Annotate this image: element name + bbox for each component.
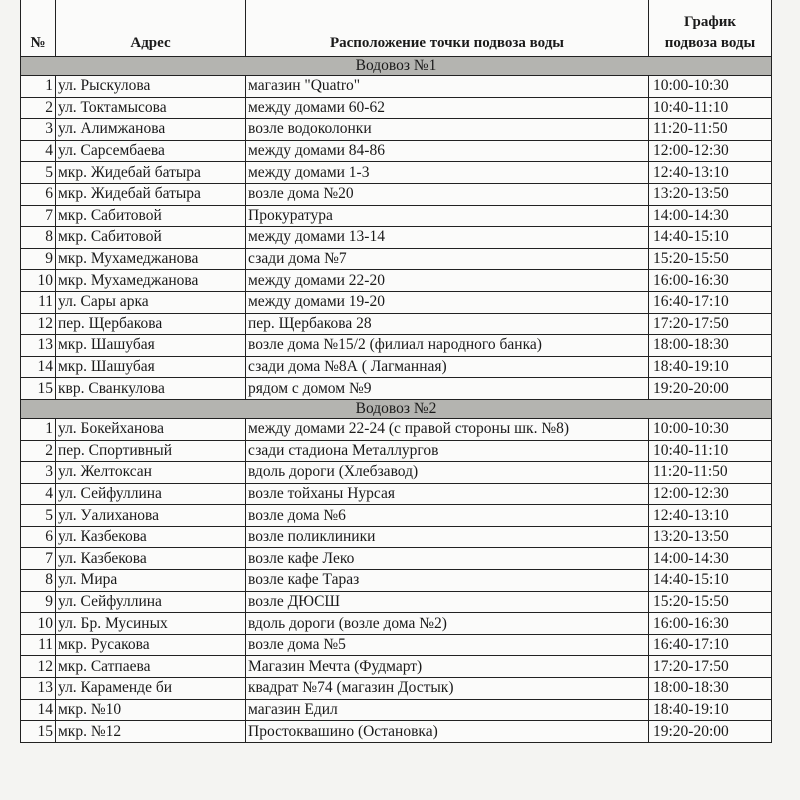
- row-number: 9: [21, 591, 56, 613]
- table-row: [21, 97, 772, 119]
- row-number: 12: [21, 656, 56, 678]
- row-number: 10: [21, 613, 56, 635]
- address-cell: ул. Уалиханова: [56, 505, 246, 527]
- address-cell: мкр. Русакова: [56, 634, 246, 656]
- table-row: [21, 119, 772, 141]
- table-row: [21, 183, 772, 205]
- address-cell: ул. Сейфуллина: [56, 483, 246, 505]
- location-cell: квадрат №74 (магазин Достык): [246, 678, 649, 700]
- address-cell: ул. Бокейханова: [56, 418, 246, 440]
- location-cell: возле поликлиники: [246, 526, 649, 548]
- row-number: 14: [21, 356, 56, 378]
- schedule-time-cell: 18:00-18:30: [649, 335, 772, 357]
- schedule-time-cell: 12:00-12:30: [649, 483, 772, 505]
- location-cell: между домами 22-20: [246, 270, 649, 292]
- row-number: 15: [21, 378, 56, 400]
- location-cell: Простоквашино (Остановка): [246, 721, 649, 743]
- table-row: [21, 505, 772, 527]
- location-cell: между домами 19-20: [246, 291, 649, 313]
- table-row: [21, 526, 772, 548]
- address-cell: ул. Сарсембаева: [56, 140, 246, 162]
- section-row: [21, 399, 772, 418]
- row-number: 7: [21, 548, 56, 570]
- row-number: 9: [21, 248, 56, 270]
- location-cell: вдоль дороги (возле дома №2): [246, 613, 649, 635]
- schedule-time-cell: 16:00-16:30: [649, 270, 772, 292]
- table-row: [21, 378, 772, 400]
- address-cell: мкр. №10: [56, 699, 246, 721]
- row-number: 2: [21, 440, 56, 462]
- schedule-time-cell: 19:20-20:00: [649, 721, 772, 743]
- schedule-time-cell: 14:00-14:30: [649, 548, 772, 570]
- address-cell: ул. Караменде би: [56, 678, 246, 700]
- address-cell: ул. Токтамысова: [56, 97, 246, 119]
- location-cell: магазин Едил: [246, 699, 649, 721]
- header-schedule: [649, 0, 772, 57]
- row-number: 12: [21, 313, 56, 335]
- schedule-time-cell: 10:00-10:30: [649, 76, 772, 98]
- schedule-time-cell: 13:20-13:50: [649, 526, 772, 548]
- table-row: [21, 140, 772, 162]
- table-row: [21, 591, 772, 613]
- row-number: 4: [21, 140, 56, 162]
- schedule-time-cell: 18:40-19:10: [649, 699, 772, 721]
- address-cell: квр. Сванкулова: [56, 378, 246, 400]
- table-row: [21, 162, 772, 184]
- address-cell: ул. Бр. Мусиных: [56, 613, 246, 635]
- header-schedule-line2: подвоза воды: [664, 35, 756, 51]
- table-row: [21, 313, 772, 335]
- location-cell: между домами 13-14: [246, 227, 649, 249]
- row-number: 11: [21, 634, 56, 656]
- location-cell: сзади дома №8А ( Лагманная): [246, 356, 649, 378]
- location-cell: между домами 84-86: [246, 140, 649, 162]
- section-title: Водовоз №1: [21, 57, 772, 76]
- schedule-time-cell: 16:00-16:30: [649, 613, 772, 635]
- table-row: [21, 418, 772, 440]
- schedule-time-cell: 17:20-17:50: [649, 313, 772, 335]
- location-cell: между домами 60-62: [246, 97, 649, 119]
- table-row: [21, 462, 772, 484]
- schedule-time-cell: 12:00-12:30: [649, 140, 772, 162]
- row-number: 3: [21, 119, 56, 141]
- table-row: [21, 335, 772, 357]
- address-cell: мкр. Шашубая: [56, 356, 246, 378]
- location-cell: между домами 22-24 (с правой стороны шк. №8): [246, 418, 649, 440]
- schedule-time-cell: 13:20-13:50: [649, 183, 772, 205]
- table-row: [21, 721, 772, 743]
- row-number: 6: [21, 526, 56, 548]
- table-row: [21, 205, 772, 227]
- header-address: Адрес: [56, 0, 246, 57]
- row-number: 10: [21, 270, 56, 292]
- location-cell: возле дома №6: [246, 505, 649, 527]
- address-cell: ул. Мира: [56, 570, 246, 592]
- row-number: 8: [21, 570, 56, 592]
- row-number: 13: [21, 335, 56, 357]
- address-cell: мкр. Сабитовой: [56, 205, 246, 227]
- row-number: 2: [21, 97, 56, 119]
- location-cell: возле ДЮСШ: [246, 591, 649, 613]
- location-cell: возле дома №5: [246, 634, 649, 656]
- address-cell: мкр. Жидебай батыра: [56, 183, 246, 205]
- table-row: [21, 656, 772, 678]
- row-number: 3: [21, 462, 56, 484]
- schedule-time-cell: 10:40-11:10: [649, 440, 772, 462]
- table-row: [21, 291, 772, 313]
- row-number: 5: [21, 505, 56, 527]
- section-title: Водовоз №2: [21, 399, 772, 418]
- row-number: 8: [21, 227, 56, 249]
- schedule-time-cell: 10:40-11:10: [649, 97, 772, 119]
- address-cell: пер. Щербакова: [56, 313, 246, 335]
- schedule-time-cell: 18:40-19:10: [649, 356, 772, 378]
- table-row: [21, 678, 772, 700]
- address-cell: ул. Сейфуллина: [56, 591, 246, 613]
- address-cell: мкр. Шашубая: [56, 335, 246, 357]
- row-number: 1: [21, 76, 56, 98]
- address-cell: ул. Алимжанова: [56, 119, 246, 141]
- schedule-time-cell: 15:20-15:50: [649, 248, 772, 270]
- table-row: [21, 227, 772, 249]
- address-cell: мкр. №12: [56, 721, 246, 743]
- water-delivery-schedule-table: [20, 0, 772, 743]
- address-cell: ул. Рыскулова: [56, 76, 246, 98]
- address-cell: ул. Казбекова: [56, 526, 246, 548]
- schedule-time-cell: 14:40-15:10: [649, 227, 772, 249]
- row-number: 1: [21, 418, 56, 440]
- schedule-time-cell: 14:00-14:30: [649, 205, 772, 227]
- schedule-time-cell: 12:40-13:10: [649, 505, 772, 527]
- table-row: [21, 570, 772, 592]
- schedule-time-cell: 15:20-15:50: [649, 591, 772, 613]
- location-cell: сзади дома №7: [246, 248, 649, 270]
- location-cell: рядом с домом №9: [246, 378, 649, 400]
- schedule-time-cell: 18:00-18:30: [649, 678, 772, 700]
- schedule-time-cell: 11:20-11:50: [649, 119, 772, 141]
- table-row: [21, 699, 772, 721]
- location-cell: магазин "Quatro": [246, 76, 649, 98]
- header-num: №: [21, 0, 56, 57]
- schedule-time-cell: 16:40-17:10: [649, 291, 772, 313]
- table-row: [21, 440, 772, 462]
- location-cell: возле дома №20: [246, 183, 649, 205]
- header-location: Расположение точки подвоза воды: [246, 0, 649, 57]
- schedule-time-cell: 10:00-10:30: [649, 418, 772, 440]
- schedule-time-cell: 17:20-17:50: [649, 656, 772, 678]
- address-cell: пер. Спортивный: [56, 440, 246, 462]
- address-cell: ул. Желтоксан: [56, 462, 246, 484]
- table-row: [21, 613, 772, 635]
- row-number: 15: [21, 721, 56, 743]
- section-row: [21, 57, 772, 76]
- address-cell: мкр. Мухамеджанова: [56, 270, 246, 292]
- location-cell: возле кафе Леко: [246, 548, 649, 570]
- location-cell: возле тойханы Нурсая: [246, 483, 649, 505]
- table-row: [21, 483, 772, 505]
- address-cell: мкр. Сабитовой: [56, 227, 246, 249]
- table-row: [21, 270, 772, 292]
- schedule-time-cell: 19:20-20:00: [649, 378, 772, 400]
- location-cell: Прокуратура: [246, 205, 649, 227]
- location-cell: вдоль дороги (Хлебзавод): [246, 462, 649, 484]
- location-cell: возле кафе Тараз: [246, 570, 649, 592]
- schedule-time-cell: 14:40-15:10: [649, 570, 772, 592]
- row-number: 14: [21, 699, 56, 721]
- address-cell: ул. Сары арка: [56, 291, 246, 313]
- address-cell: мкр. Жидебай батыра: [56, 162, 246, 184]
- table-row: [21, 76, 772, 98]
- location-cell: сзади стадиона Металлургов: [246, 440, 649, 462]
- row-number: 6: [21, 183, 56, 205]
- location-cell: между домами 1-3: [246, 162, 649, 184]
- address-cell: мкр. Мухамеджанова: [56, 248, 246, 270]
- location-cell: возле дома №15/2 (филиал народного банка): [246, 335, 649, 357]
- row-number: 5: [21, 162, 56, 184]
- address-cell: мкр. Сатпаева: [56, 656, 246, 678]
- row-number: 7: [21, 205, 56, 227]
- row-number: 13: [21, 678, 56, 700]
- schedule-time-cell: 12:40-13:10: [649, 162, 772, 184]
- header-row: [21, 0, 772, 57]
- table-row: [21, 248, 772, 270]
- table-row: [21, 356, 772, 378]
- row-number: 11: [21, 291, 56, 313]
- address-cell: ул. Казбекова: [56, 548, 246, 570]
- table-row: [21, 634, 772, 656]
- table-row: [21, 548, 772, 570]
- location-cell: пер. Щербакова 28: [246, 313, 649, 335]
- header-schedule-line1: График: [683, 14, 737, 30]
- location-cell: возле водоколонки: [246, 119, 649, 141]
- row-number: 4: [21, 483, 56, 505]
- schedule-time-cell: 16:40-17:10: [649, 634, 772, 656]
- location-cell: Магазин Мечта (Фудмарт): [246, 656, 649, 678]
- schedule-time-cell: 11:20-11:50: [649, 462, 772, 484]
